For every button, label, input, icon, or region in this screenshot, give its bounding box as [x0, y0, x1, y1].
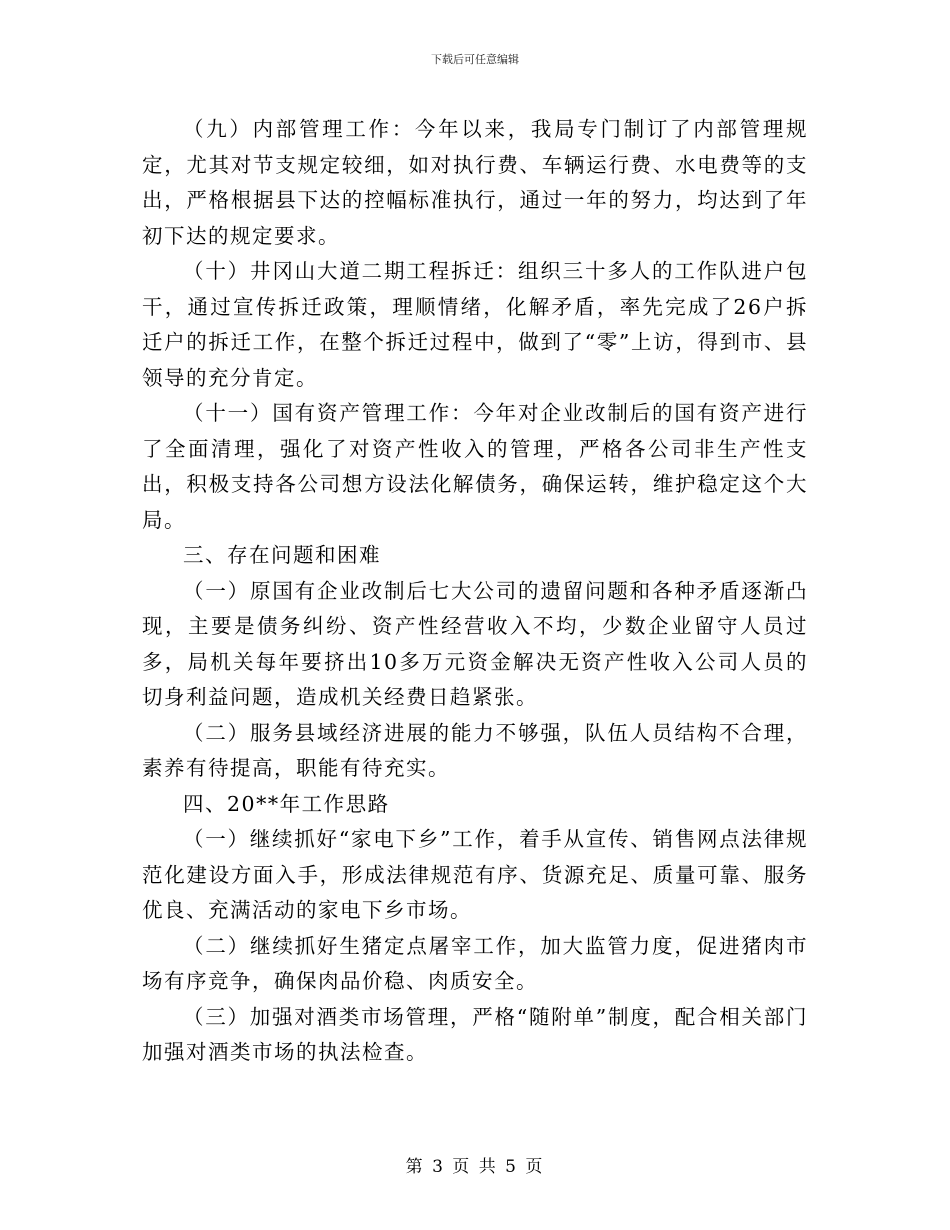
section-heading-problems: 三、存在问题和困难 — [183, 543, 381, 567]
page-header-note: 下载后可任意编辑 — [431, 53, 519, 66]
paragraph-state-assets: （十一）国有资产管理工作：今年对企业改制后的国有资产进行了全面清理，强化了对资产性收入的管理，严格各公司非生产性支出，积极支持各公司想方设法化解债务，确保运转，维护稳定这个大局。 — [142, 401, 808, 532]
paragraph-demolition: （十）井冈山大道二期工程拆迁：组织三十多人的工作队进户包干，通过宣传拆迁政策，理顺情绪，化解矛盾，率先完成了26户拆迁户的拆迁工作，在整个拆迁过程中，做到了“零”上访，得到市、县领导的充分肯定。 — [142, 259, 808, 390]
paragraph-plan-2: （二）继续抓好生猪定点屠宰工作，加大监管力度，促进猪肉市场有序竞争，确保肉品价稳、肉质安全。 — [142, 933, 808, 993]
paragraph-internal-management: （九）内部管理工作：今年以来，我局专门制订了内部管理规定，尤其对节支规定较细，如对执行费、车辆运行费、水电费等的支出，严格根据县下达的控幅标准执行，通过一年的努力，均达到了年初下达的规定要求。 — [142, 117, 808, 248]
document-body — [142, 112, 808, 1071]
section-heading-work-plan: 四、20**年工作思路 — [183, 791, 390, 816]
page-number: 第 3 页 共 5 页 — [405, 1157, 545, 1177]
paragraph-problem-2: （二）服务县域经济进展的能力不够强，队伍人员结构不合理，素养有待提高，职能有待充实。 — [142, 720, 808, 780]
paragraph-plan-3: （三）加强对酒类市场管理，严格“随附单”制度，配合相关部门加强对酒类市场的执法检查。 — [142, 1004, 808, 1064]
paragraph-problem-1: （一）原国有企业改制后七大公司的遗留问题和各种矛盾逐渐凸现，主要是债务纠纷、资产性经营收入不均，少数企业留守人员过多，局机关每年要挤出10多万元资金解决无资产性收入公司人员的切身利益问题，造成机关经费日趋紧张。 — [142, 578, 808, 709]
paragraph-plan-1: （一）继续抓好“家电下乡”工作，着手从宣传、销售网点法律规范化建设方面入手，形成法律规范有序、货源充足、质量可靠、服务优良、充满活动的家电下乡市场。 — [142, 827, 808, 922]
